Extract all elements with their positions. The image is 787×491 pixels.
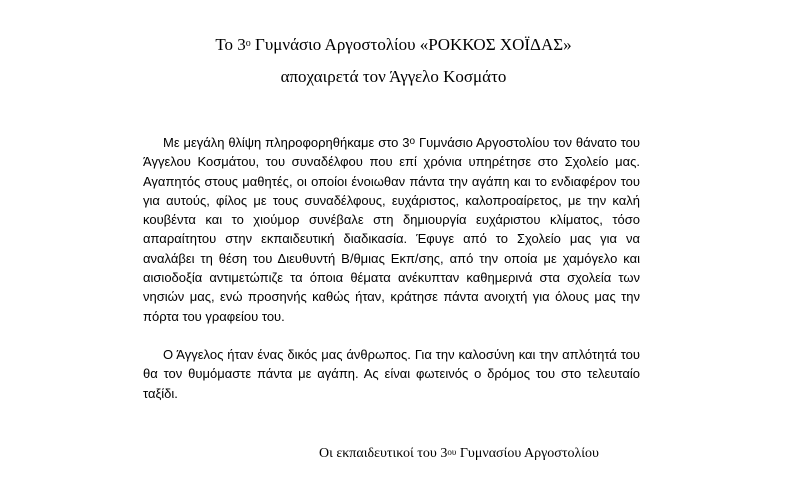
paragraph-1-ordinal: ο [409, 136, 416, 147]
body-paragraph-1 [143, 133, 640, 326]
title-prefix: Το 3 [215, 35, 246, 54]
title-ordinal: ο [245, 38, 251, 49]
paragraph-1-prefix: Με μεγάλη θλίψη πληροφορηθήκαμε στο 3 [163, 135, 410, 150]
signature-prefix: Οι εκπαιδευτικοί του 3 [319, 446, 448, 461]
paragraph-1-rest: Γυμνάσιο Αργοστολίου τον θάνατο του Άγγελου Κοσμάτου, του συναδέλφου που επί χρόνια υπηρέτησε στο Σχολείο μας. Αγαπητός στους μαθητές, οι οποίοι ένοιωθαν πάντα την αγάπη και το ενδιαφέρον του για αυτούς, φίλος με τους συναδέλφους, ευχάριστος, καλοπροαίρετος, με την καλή κουβέντα και το χιούμορ συνέβαλε στη δημιουργία ευχάριστου κλίματος, τόσο απαραίτητου στην εκπαιδευτική διαδικασία. Έφυγε από το Σχολείο μας για να αναλάβει τη θέση του Διευθυντή Β/θμιας Εκπ/σης, από την οποία με χαμόγελο και αισιοδοξία αντιμετώπιζε τα όποια θέματα ανέκυπταν καθημερινά στα σχολεία των νησιών μας, ενώ προσηνής καθώς ήταν, κράτησε πάντα ανοιχτή για όλους μας την πόρτα του γραφείου του. [143, 135, 641, 324]
body-paragraph-2: Ο Άγγελος ήταν ένας δικός μας άνθρωπος. Για την καλοσύνη και την απλότητά του θα τον θυμόμαστε πάντα με αγάπη. Ας είναι φωτεινός ο δρόμος του στο τελευταίο ταξίδι. [143, 347, 640, 401]
signature-suffix: Γυμνασίου Αργοστολίου [456, 446, 599, 461]
document-subtitle: αποχαιρετά τον Άγγελο Κοσμάτο [280, 67, 507, 86]
signature-line [319, 445, 599, 463]
signature-ordinal: ου [447, 447, 457, 457]
document-title [0, 35, 787, 55]
title-suffix: Γυμνάσιο Αργοστολίου «ΡΟΚΚΟΣ ΧΟΪΔΑΣ» [250, 35, 572, 54]
